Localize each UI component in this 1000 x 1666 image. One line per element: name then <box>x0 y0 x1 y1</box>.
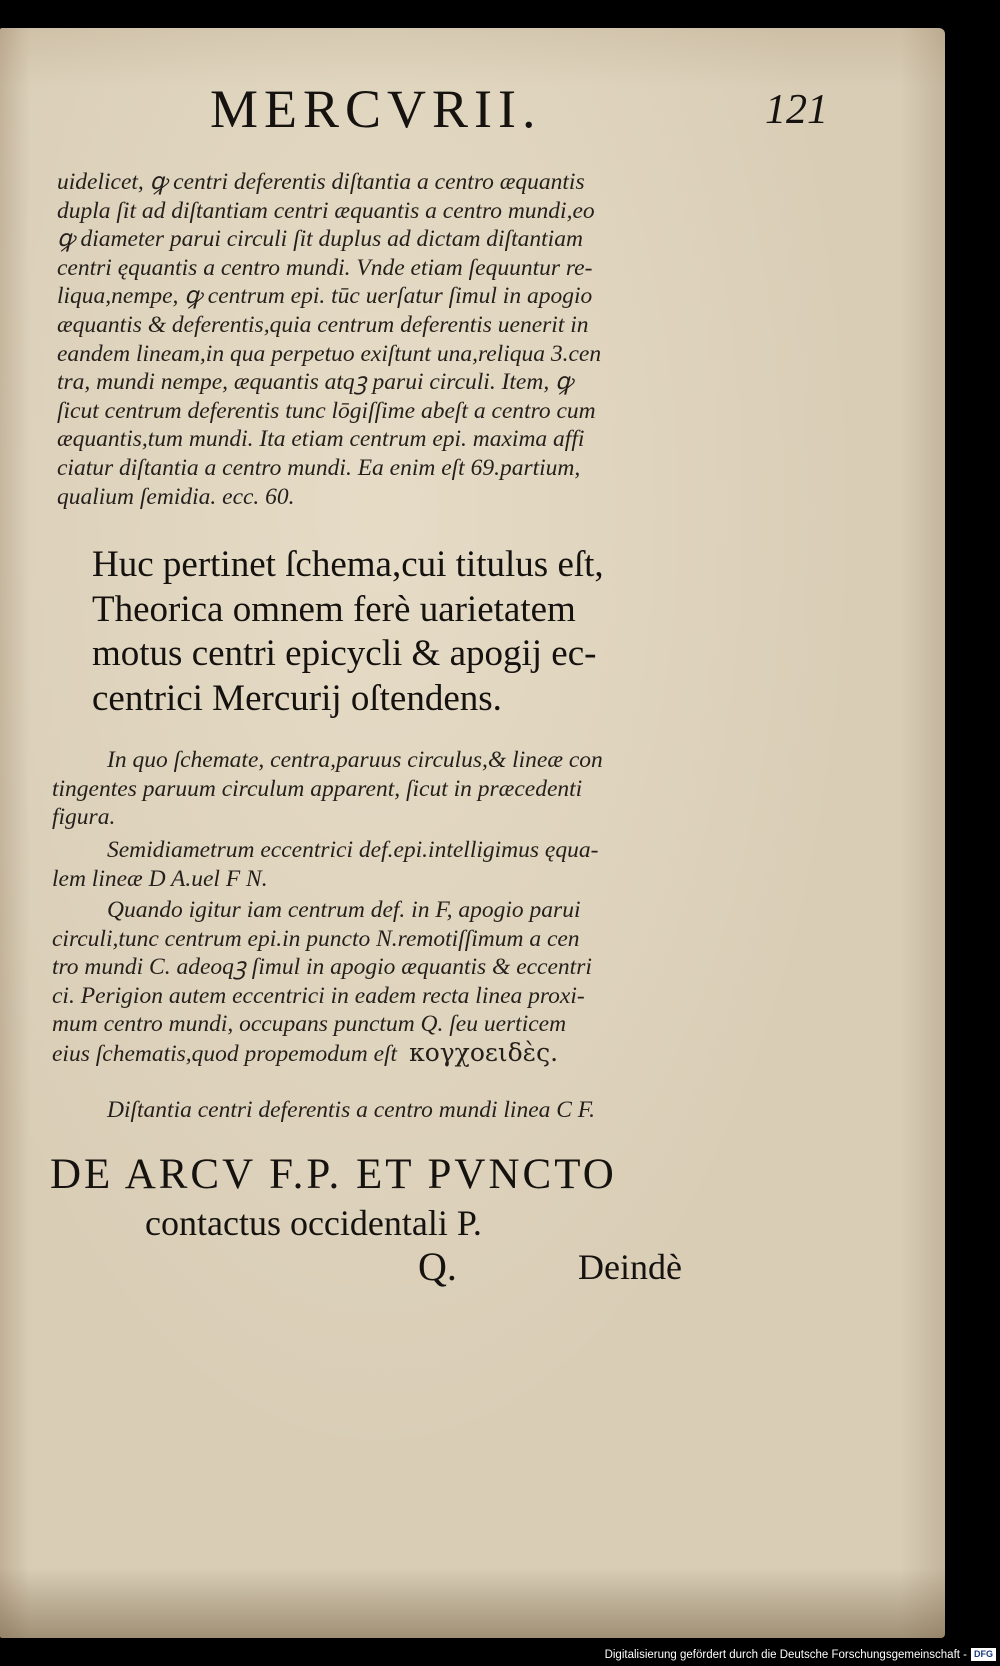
text-line: circuli,tunc centrum epi.in puncto N.remotiſſimum a cen <box>52 925 580 952</box>
text-line: uidelicet, ꝙ centri deferentis diſtantia a centro æquantis <box>57 169 585 195</box>
text-line: dupla ſit ad diſtantiam centri æquantis a centro mundi,eo <box>57 197 595 224</box>
credit-text: Digitalisierung gefördert durch die Deutsche Forschungsgemeinschaft - <box>604 1649 967 1661</box>
text-line: ſicut centrum deferentis tunc lōgiſſime abeſt a centro cum <box>57 397 596 424</box>
text-line: tra, mundi nempe, æquantis atqꝫ parui circuli. Item, ꝙ <box>57 369 573 396</box>
text-line: tro mundi C. adeoqꝫ ſimul in apogio æquantis & eccentri <box>52 954 592 981</box>
heading-line: Huc pertinet ſchema,cui titulus eſt, <box>92 544 604 585</box>
signature-mark: Q. <box>418 1244 457 1289</box>
text-line: qualium ſemidia. ecc. 60. <box>57 483 295 510</box>
running-head: MERCVRII. <box>210 79 542 139</box>
heading-line: motus centri epicycli & apogij ec- <box>92 633 597 674</box>
paragraph-2 <box>52 746 732 832</box>
page-content <box>0 28 945 1638</box>
text-line: figura. <box>52 804 116 831</box>
dfg-logo: DFG <box>971 1648 996 1661</box>
paragraph-3 <box>52 836 732 893</box>
text-line <box>52 1039 732 1068</box>
text-line: ꝙ diameter parui circuli ſit duplus ad dictam diſtantiam <box>57 226 583 253</box>
text-line: tingentes paruum circulum apparent, ſicut in præcedenti <box>52 775 583 802</box>
greek-word: κογχοειδὲς. <box>409 1037 559 1067</box>
text-line: lem lineæ D A.uel F N. <box>52 865 268 892</box>
text-line: centri ęquantis a centro mundi. Vnde etiam ſequuntur re- <box>57 254 593 281</box>
catchword: Deindè <box>578 1247 682 1287</box>
heading-line: centrici Mercurij oſtendens. <box>92 677 502 719</box>
section-title <box>50 1150 750 1246</box>
schema-heading <box>92 543 732 721</box>
text-line: Semidiametrum eccentrici def.epi.intelligimus ęqua- <box>107 837 599 863</box>
section-title-line-2: contactus occidentali P. <box>145 1203 482 1243</box>
text-line: mum centro mundi, occupans punctum Q. ſeu uerticem <box>52 1011 567 1038</box>
text-line: æquantis,tum mundi. Ita etiam centrum epi. maxima affi <box>57 426 585 453</box>
text-line: eandem lineam,in qua perpetuo exiſtunt una,reliqua 3.cen <box>57 340 602 367</box>
paragraph-5 <box>52 1096 732 1125</box>
text-line: ci. Perigion autem eccentrici in eadem recta linea proxi- <box>52 982 585 1009</box>
text-line: ciatur diſtantia a centro mundi. Ea enim eſt 69.partium, <box>57 454 581 481</box>
text-line: æquantis & deferentis,quia centrum deferentis uenerit in <box>57 311 589 338</box>
page-number: 121 <box>765 87 828 133</box>
text-line: liqua,nempe, ꝙ centrum epi. tūc uerſatur ſimul in apogio <box>57 283 593 310</box>
digitization-credit <box>605 1646 996 1664</box>
paragraph-1 <box>57 168 729 511</box>
section-title-line-1: DE ARCV F.P. ET PVNCTO <box>50 1151 617 1198</box>
text-line: Quando igitur iam centrum def. in F, apogio parui <box>107 897 581 923</box>
text-line: Diſtantia centri deferentis a centro mundi linea C F. <box>107 1097 596 1123</box>
paragraph-4 <box>52 896 732 1068</box>
text-line: In quo ſchemate, centra,paruus circulus,& lineæ con <box>107 747 603 773</box>
text-fragment: eius ſchematis,quod propemodum eſt <box>52 1040 398 1067</box>
book-page <box>0 28 945 1638</box>
heading-line: Theorica omnem ferè uarietatem <box>92 588 576 630</box>
